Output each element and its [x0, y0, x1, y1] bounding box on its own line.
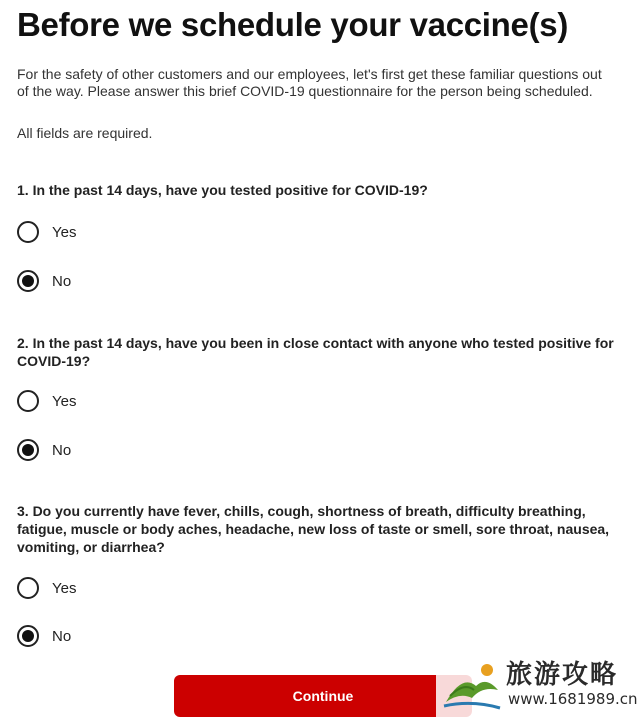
q3-no-radio[interactable]	[17, 625, 39, 647]
q3-yes-option[interactable]	[17, 575, 76, 601]
page-title: Before we schedule your vaccine(s)	[17, 6, 569, 43]
q1-no-radio[interactable]	[17, 270, 39, 292]
q2-no-label: No	[52, 441, 72, 459]
site-watermark	[436, 648, 641, 719]
q3-no-label: No	[52, 627, 72, 645]
q1-no-option[interactable]	[17, 268, 71, 294]
q2-no-option[interactable]	[17, 437, 71, 463]
q2-yes-radio[interactable]	[17, 390, 39, 412]
q3-yes-label: Yes	[52, 579, 77, 597]
watermark-url: www.1681989.cn	[508, 690, 638, 708]
mountain-leaf-icon	[442, 656, 502, 712]
q1-yes-radio[interactable]	[17, 221, 39, 243]
q1-no-label: No	[52, 272, 72, 290]
q1-yes-label: Yes	[52, 223, 77, 241]
q3-yes-radio[interactable]	[17, 577, 39, 599]
question-2-text: 2. In the past 14 days, have you been in close contact with anyone who tested positive for COVID-19?	[17, 335, 614, 369]
watermark-text: 旅游攻略	[506, 660, 619, 690]
q2-yes-label: Yes	[52, 392, 77, 410]
question-3-text: 3. Do you currently have fever, chills, cough, shortness of breath, difficulty breathing, fatigue, muscle or body aches, headache, new loss of taste or smell, sore throat, nausea, vomiting, or diarrhea?	[17, 503, 610, 555]
q3-no-option[interactable]	[17, 623, 71, 649]
continue-button[interactable]: Continue	[174, 675, 472, 717]
intro-text: For the safety of other customers and our employees, let's first get these familiar questions out of the way. Please answer this brief COVID-19 questionnaire for the person being scheduled.	[17, 66, 602, 99]
q2-no-radio[interactable]	[17, 439, 39, 461]
q1-yes-option[interactable]	[17, 219, 76, 245]
required-note: All fields are required.	[17, 125, 153, 141]
q2-yes-option[interactable]	[17, 388, 76, 414]
question-1-text: 1. In the past 14 days, have you tested positive for COVID-19?	[17, 182, 428, 198]
